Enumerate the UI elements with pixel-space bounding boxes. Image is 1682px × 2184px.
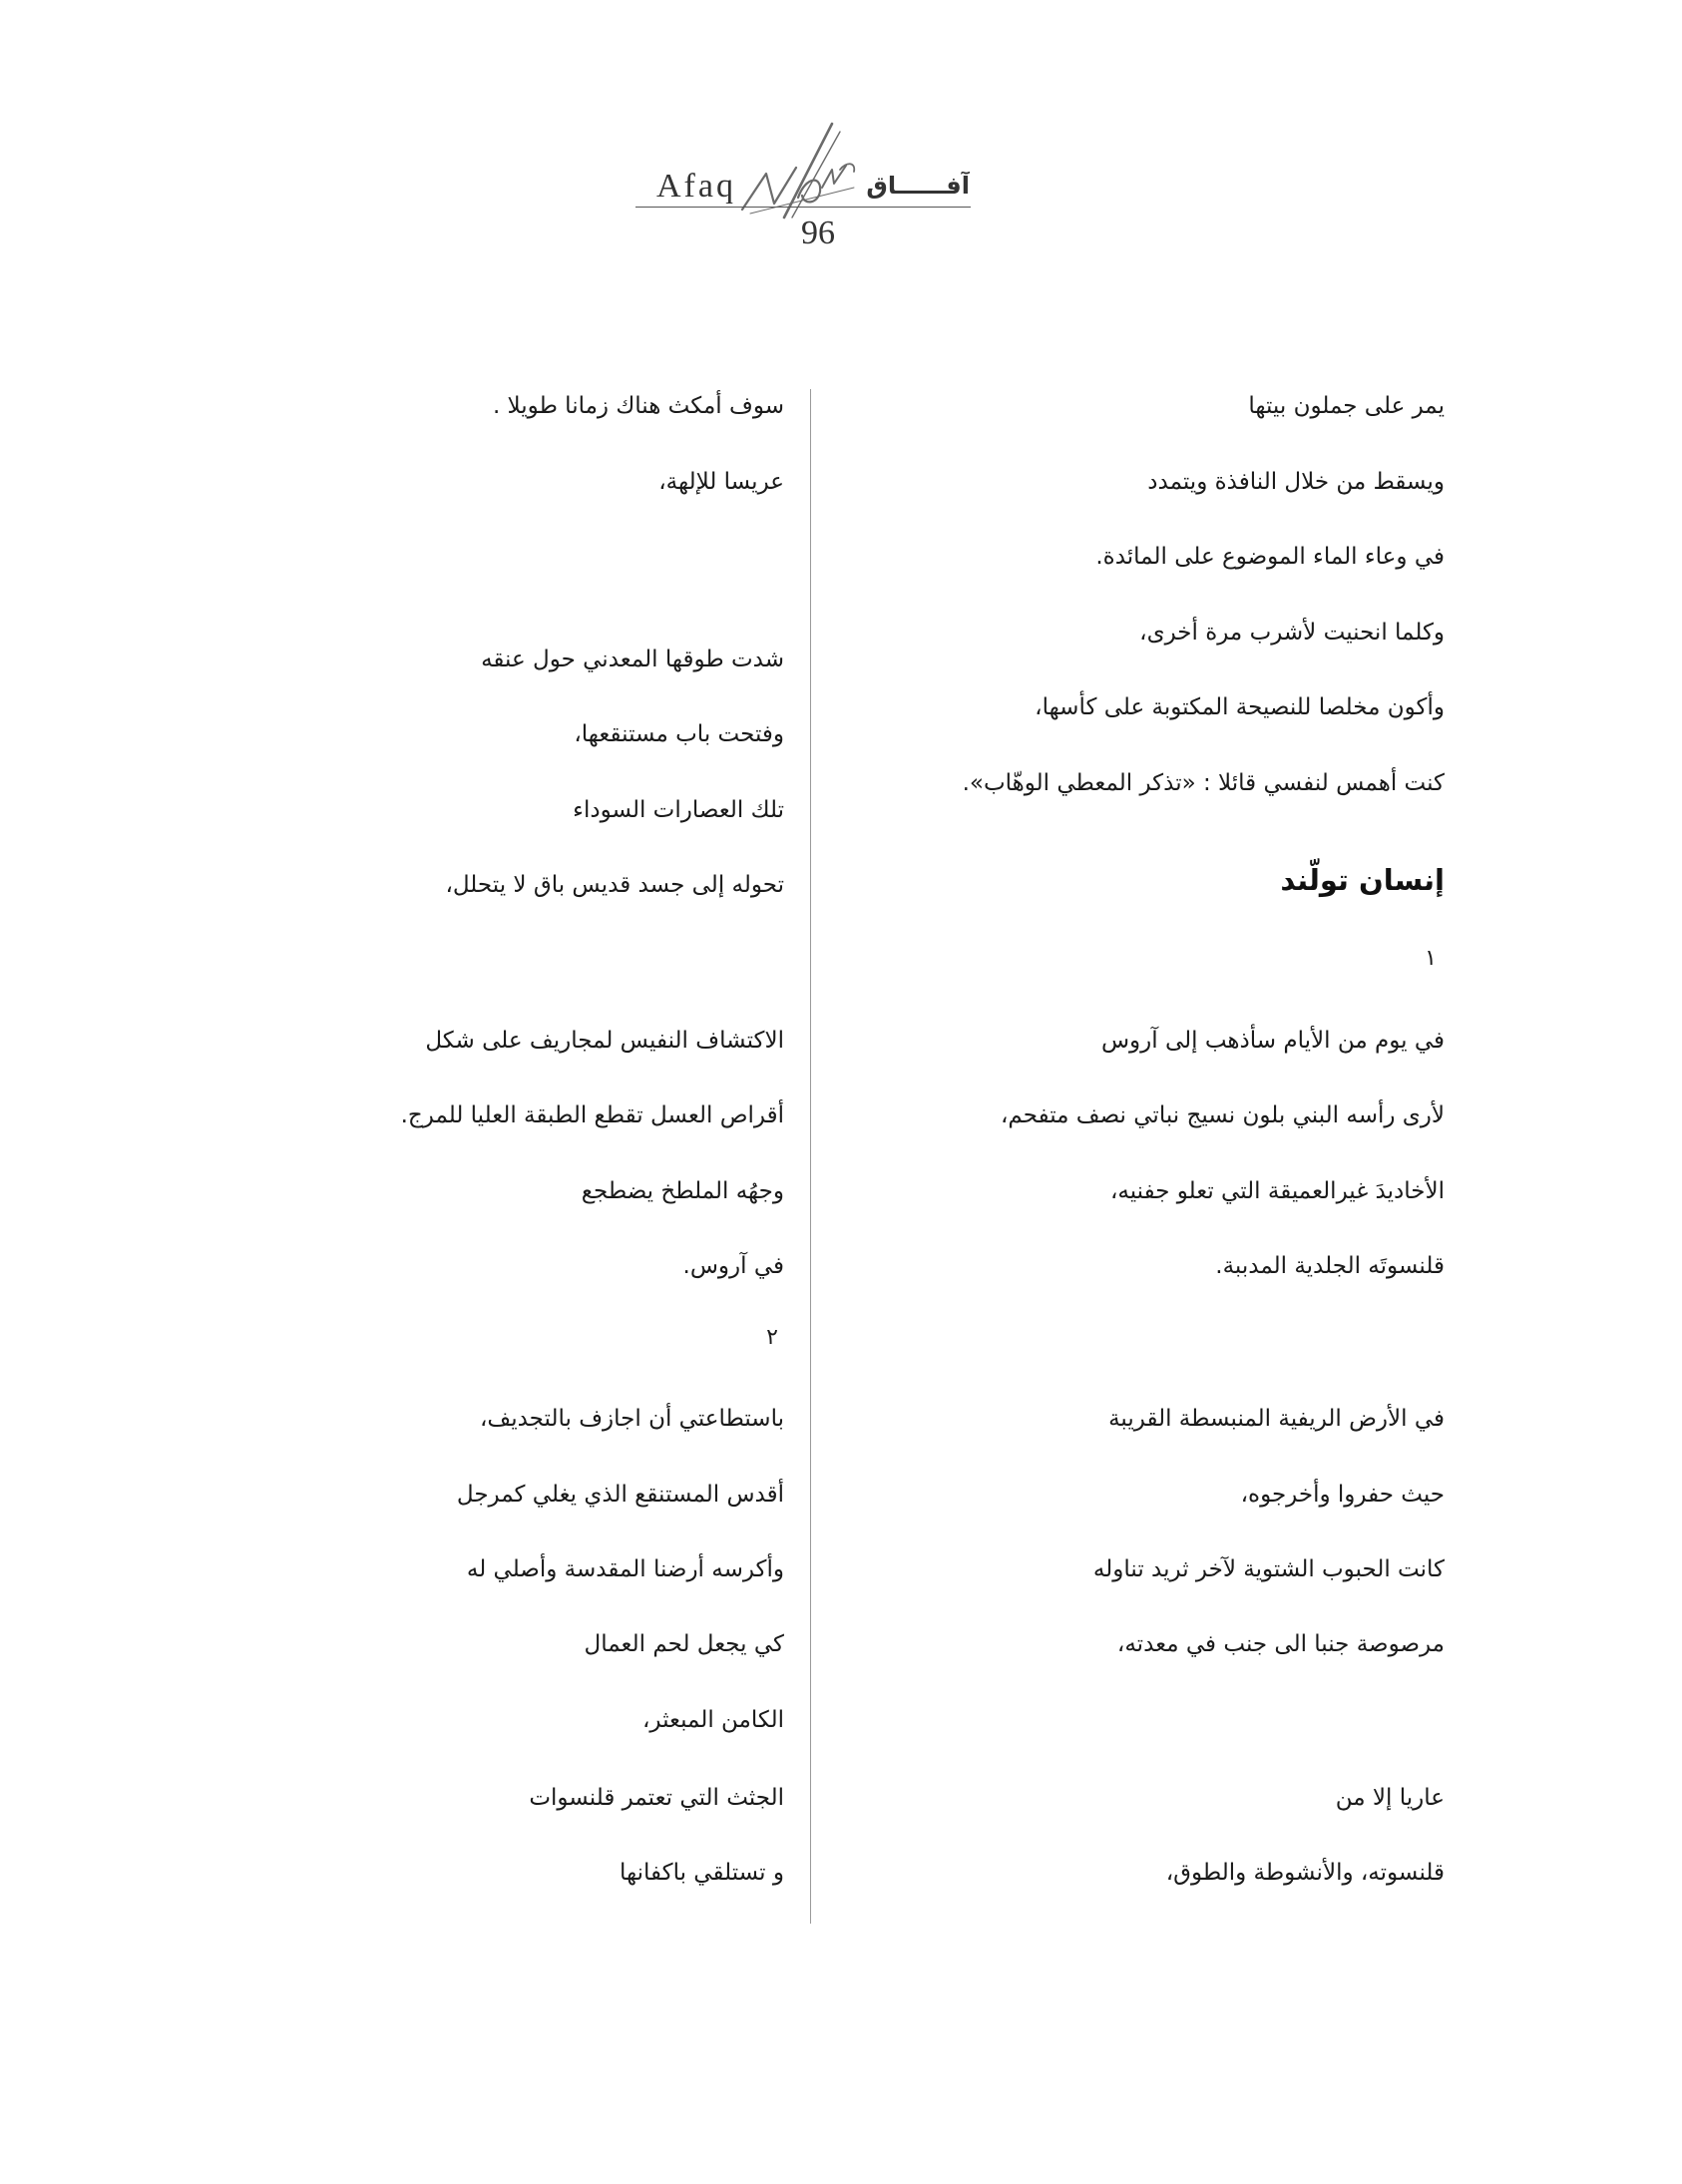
poem-line: شدت طوقها المعدني حول عنقه xyxy=(481,647,784,672)
poem-line: كانت الحبوب الشتوية لآخر ثريد تناوله xyxy=(1092,1556,1445,1582)
left-column xyxy=(299,0,784,2184)
poem-line: عاريا إلا من xyxy=(1335,1785,1445,1811)
poem-line: وجهُه الملطخ يضطجع xyxy=(581,1178,784,1204)
poem-line: في يوم من الأيام سأذهب إلى آروس xyxy=(1100,1028,1445,1054)
poem-line: وفتحت باب مستنقعها، xyxy=(574,721,784,747)
poem-line: الكامن المبعثر، xyxy=(641,1707,784,1733)
column-divider xyxy=(810,389,811,1924)
poem-line: في وعاء الماء الموضوع على المائدة. xyxy=(1095,544,1445,570)
poem-line: كي يجعل لحم العمال xyxy=(584,1631,784,1657)
poem-line: باستطاعتي أن اجازف بالتجديف، xyxy=(479,1406,784,1432)
poem-line: عريسا للإلهة، xyxy=(658,469,784,495)
poem-line: ويسقط من خلال النافذة ويتمدد xyxy=(1147,469,1445,495)
poem-line: أقدس المستنقع الذي يغلي كمرجل xyxy=(456,1482,784,1508)
right-column xyxy=(838,0,1445,2184)
poem-line: الجثث التي تعتمر قلنسوات xyxy=(529,1785,784,1811)
poem-line: حيث حفروا وأخرجوه، xyxy=(1240,1482,1445,1508)
poem-line: في آروس. xyxy=(682,1253,784,1279)
poem-title: إنسان تولّند xyxy=(1280,863,1445,897)
poem-line: قلنسوته، والأنشوطة والطوق، xyxy=(1165,1860,1445,1886)
poem-line: الأخاديدَ غيرالعميقة التي تعلو جفنيه، xyxy=(1109,1178,1445,1204)
page-number: 96 xyxy=(801,215,835,251)
poem-line: أقراص العسل تقطع الطبقة العليا للمرج. xyxy=(400,1102,784,1128)
section-number: ١ xyxy=(1425,946,1437,971)
poem-line: قلنسوتَه الجلدية المدببة. xyxy=(1215,1253,1445,1279)
header-latin-title: Afaq xyxy=(656,168,736,205)
poem-line: كنت أهمس لنفسي قائلا : «تذكر المعطي الوهّاب». xyxy=(962,770,1445,796)
poem-line: مرصوصة جنبا الى جنب في معدته، xyxy=(1116,1631,1445,1657)
section-number: ٢ xyxy=(766,1325,778,1350)
poem-line: الاكتشاف النفيس لمجاريف على شكل xyxy=(425,1028,784,1054)
poem-line: وأكرسه أرضنا المقدسة وأصلي له xyxy=(466,1556,784,1582)
poem-line: تلك العصارات السوداء xyxy=(573,797,784,823)
poem-line: تحوله إلى جسد قديس باق لا يتحلل، xyxy=(445,872,784,898)
poem-line: يمر على جملون بيتها xyxy=(1248,393,1445,419)
poem-line: لأرى رأسه البني بلون نسيج نباتي نصف متفحم، xyxy=(1001,1102,1445,1128)
poem-line: في الأرض الريفية المنبسطة القريبة xyxy=(1108,1406,1445,1432)
poem-line: وكلما انحنيت لأشرب مرة أخرى، xyxy=(1139,620,1445,646)
poem-line: و تستلقي باكفانها xyxy=(619,1860,784,1886)
poem-line: وأكون مخلصا للنصيحة المكتوبة على كأسها، xyxy=(1035,694,1445,720)
poem-line: سوف أمكث هناك زمانا طويلا . xyxy=(492,393,784,419)
header-arabic-title: آفــــــاق xyxy=(866,172,970,200)
